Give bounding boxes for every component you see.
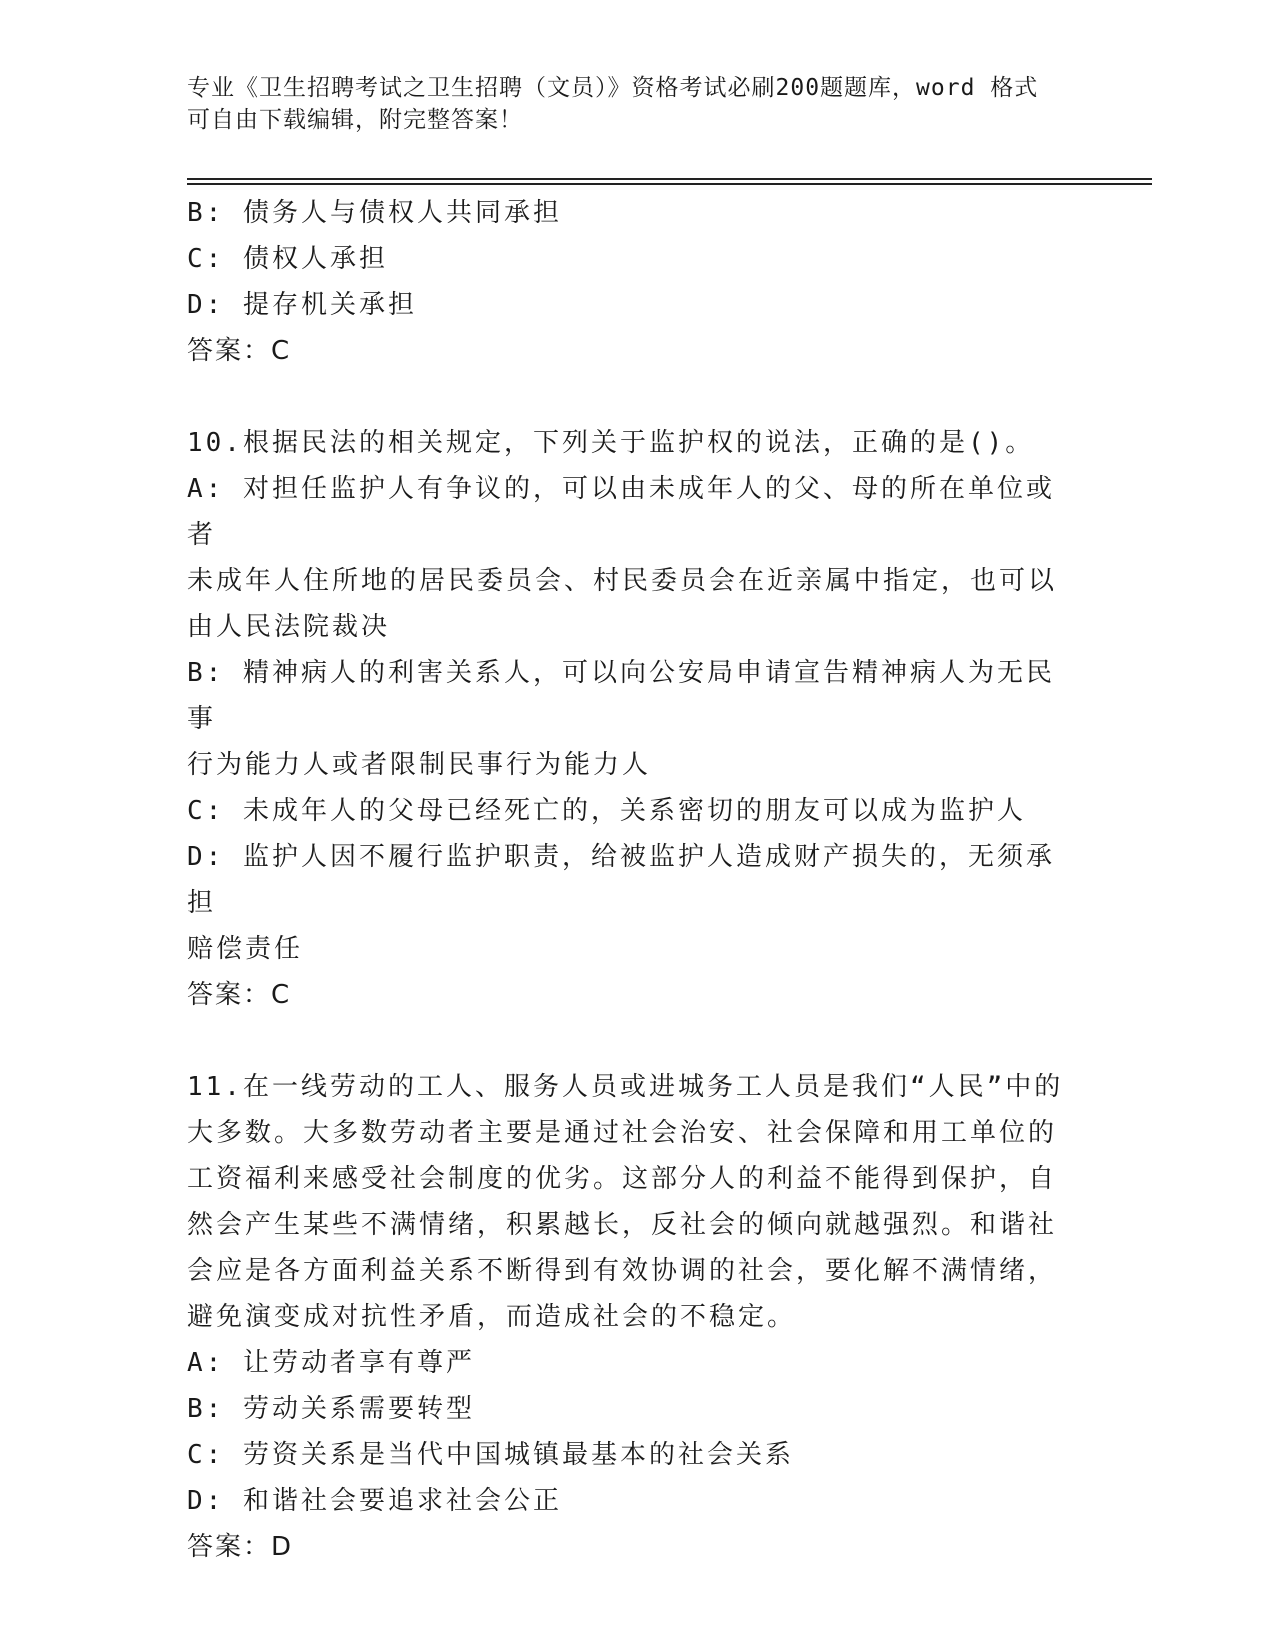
question-10 xyxy=(187,420,1077,1018)
spacer xyxy=(187,374,1077,420)
option-d: D: 提存机关承担 xyxy=(187,290,417,320)
header-line-2: 可自由下载编辑，附完整答案！ xyxy=(187,107,523,133)
option-b-line-2: 行为能力人或者限制民事行为能力人 xyxy=(187,750,652,780)
option-a-line-1: A: 对担任监护人有争议的，可以由未成年人的父、母的所在单位或者 xyxy=(187,474,1055,550)
document-header xyxy=(187,72,1067,136)
option-c: C: 未成年人的父母已经死亡的，关系密切的朋友可以成为监护人 xyxy=(187,796,1026,826)
question-9-tail xyxy=(187,190,1077,374)
spacer xyxy=(187,1018,1077,1064)
answer: 答案：D xyxy=(187,1532,294,1562)
option-a-line-2: 未成年人住所地的居民委员会、村民委员会在近亲属中指定，也可以 xyxy=(187,566,1058,596)
question-stem-line-5: 会应是各方面利益关系不断得到有效协调的社会，要化解不满情绪， xyxy=(187,1256,1058,1286)
question-stem-line-1: 11.在一线劳动的工人、服务人员或进城务工人员是我们“人民”中的 xyxy=(187,1072,1064,1102)
answer: 答案：C xyxy=(187,336,292,366)
header-divider-bottom xyxy=(187,183,1152,185)
question-stem-line-6: 避免演变成对抗性矛盾，而造成社会的不稳定。 xyxy=(187,1302,797,1332)
header-line-1: 专业《卫生招聘考试之卫生招聘（文员）》资格考试必刷200题题库，word 格式 xyxy=(187,75,1039,101)
option-b: B: 劳动关系需要转型 xyxy=(187,1394,475,1424)
header-divider-top xyxy=(187,178,1152,180)
question-list xyxy=(187,190,1077,1570)
option-b: B: 债务人与债权人共同承担 xyxy=(187,198,562,228)
answer: 答案：C xyxy=(187,980,292,1010)
question-11 xyxy=(187,1064,1077,1570)
option-c: C: 劳资关系是当代中国城镇最基本的社会关系 xyxy=(187,1440,794,1470)
question-stem: 10.根据民法的相关规定，下列关于监护权的说法，正确的是()。 xyxy=(187,428,1035,458)
question-stem-line-2: 大多数。大多数劳动者主要是通过社会治安、社会保障和用工单位的 xyxy=(187,1118,1058,1148)
option-d-line-2: 赔偿责任 xyxy=(187,934,304,964)
option-b-line-1: B: 精神病人的利害关系人，可以向公安局申请宣告精神病人为无民事 xyxy=(187,658,1055,734)
option-d-line-1: D: 监护人因不履行监护职责，给被监护人造成财产损失的，无须承担 xyxy=(187,842,1055,918)
option-c: C: 债权人承担 xyxy=(187,244,388,274)
option-d: D: 和谐社会要追求社会公正 xyxy=(187,1486,562,1516)
option-a: A: 让劳动者享有尊严 xyxy=(187,1348,475,1378)
question-stem-line-3: 工资福利来感受社会制度的优劣。这部分人的利益不能得到保护，自 xyxy=(187,1164,1058,1194)
option-a-line-3: 由人民法院裁决 xyxy=(187,612,391,642)
question-stem-line-4: 然会产生某些不满情绪，积累越长，反社会的倾向就越强烈。和谐社 xyxy=(187,1210,1058,1240)
